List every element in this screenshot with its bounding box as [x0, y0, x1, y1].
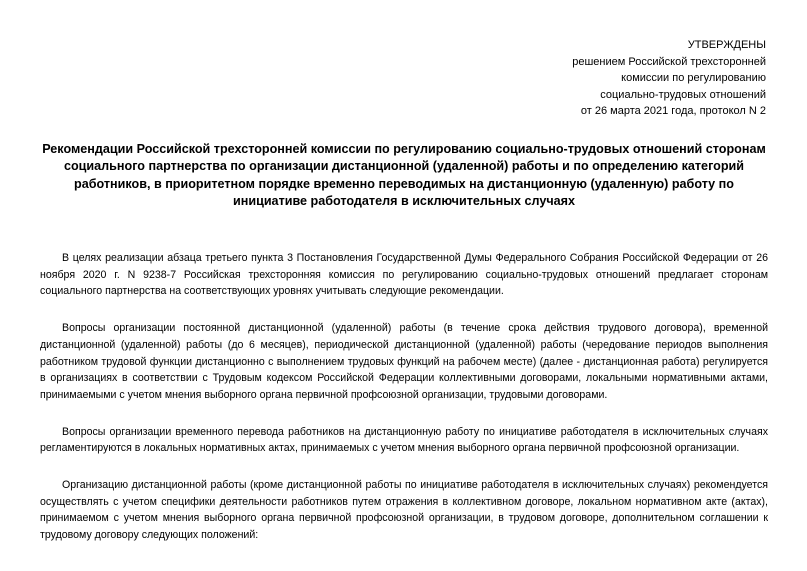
approval-block [572, 37, 766, 120]
approval-line: комиссии по регулированию [621, 72, 766, 85]
paragraph: Организацию дистанционной работы (кроме дистанционной работы по инициативе работодателя в исключительных случаях) рекомендуется осуществлять с учетом специфики деятельности работников путем отражения в коллективном договоре, локальном нормативном акте (актах), принимаемом с учетом мнения выборного органа первичной профсоюзной организации, в трудовом договоре, дополнительном соглашении к трудовому договору следующих положений: [40, 479, 768, 542]
paragraph: Вопросы организации временного перевода работников на дистанционную работу по инициативе работодателя в исключительных случаях регламентируются в локальных нормативных актах, принимаемых с учетом мнения выборного органа первичной профсоюзной организации. [40, 425, 768, 455]
document-body [40, 250, 768, 564]
approval-heading: УТВЕРЖДЕНЫ [687, 39, 766, 51]
paragraph: Вопросы организации постоянной дистанционной (удаленной) работы (в течение срока действия трудового договора), временной дистанционной (удаленной) работы (до 6 месяцев), периодической дистанционной (удаленной) работы (чередование периодов выполнения работником трудовой функции дистанционно с выполнением трудовых функций на рабочем месте) (далее - дистанционная работа) регулируется в организациях в соответствии с Трудовым кодексом Российской Федерации коллективными договорами, локальными нормативными актами, принимаемыми с учетом мнения выборного органа первичной профсоюзной организации, трудовыми договорами. [40, 322, 768, 401]
approval-date-line: от 26 марта 2021 года, протокол N 2 [580, 105, 766, 118]
paragraph: В целях реализации абзаца третьего пункта 3 Постановления Государственной Думы Федерального Собрания Российской Федерации от 26 ноября 2020 г. N 9238-7 Российская трехсторонняя комиссия по регулированию социально-трудовых отношений предлагает сторонам социального партнерства на соответствующих уровнях учитывать следующие рекомендации. [40, 252, 768, 298]
approval-line: социально-трудовых отношений [600, 88, 766, 101]
document-title: Рекомендации Российской трехсторонней комиссии по регулированию социально-трудовых отношений сторонам социального партнерства по организации дистанционной (удаленной) работы и по определению категорий работников, в приоритетном порядке временно переводимых на дистанционную (удаленную) работу по инициативе работодателя в исключительных случаях [42, 142, 766, 209]
approval-line: решением Российской трехсторонней [572, 55, 766, 68]
